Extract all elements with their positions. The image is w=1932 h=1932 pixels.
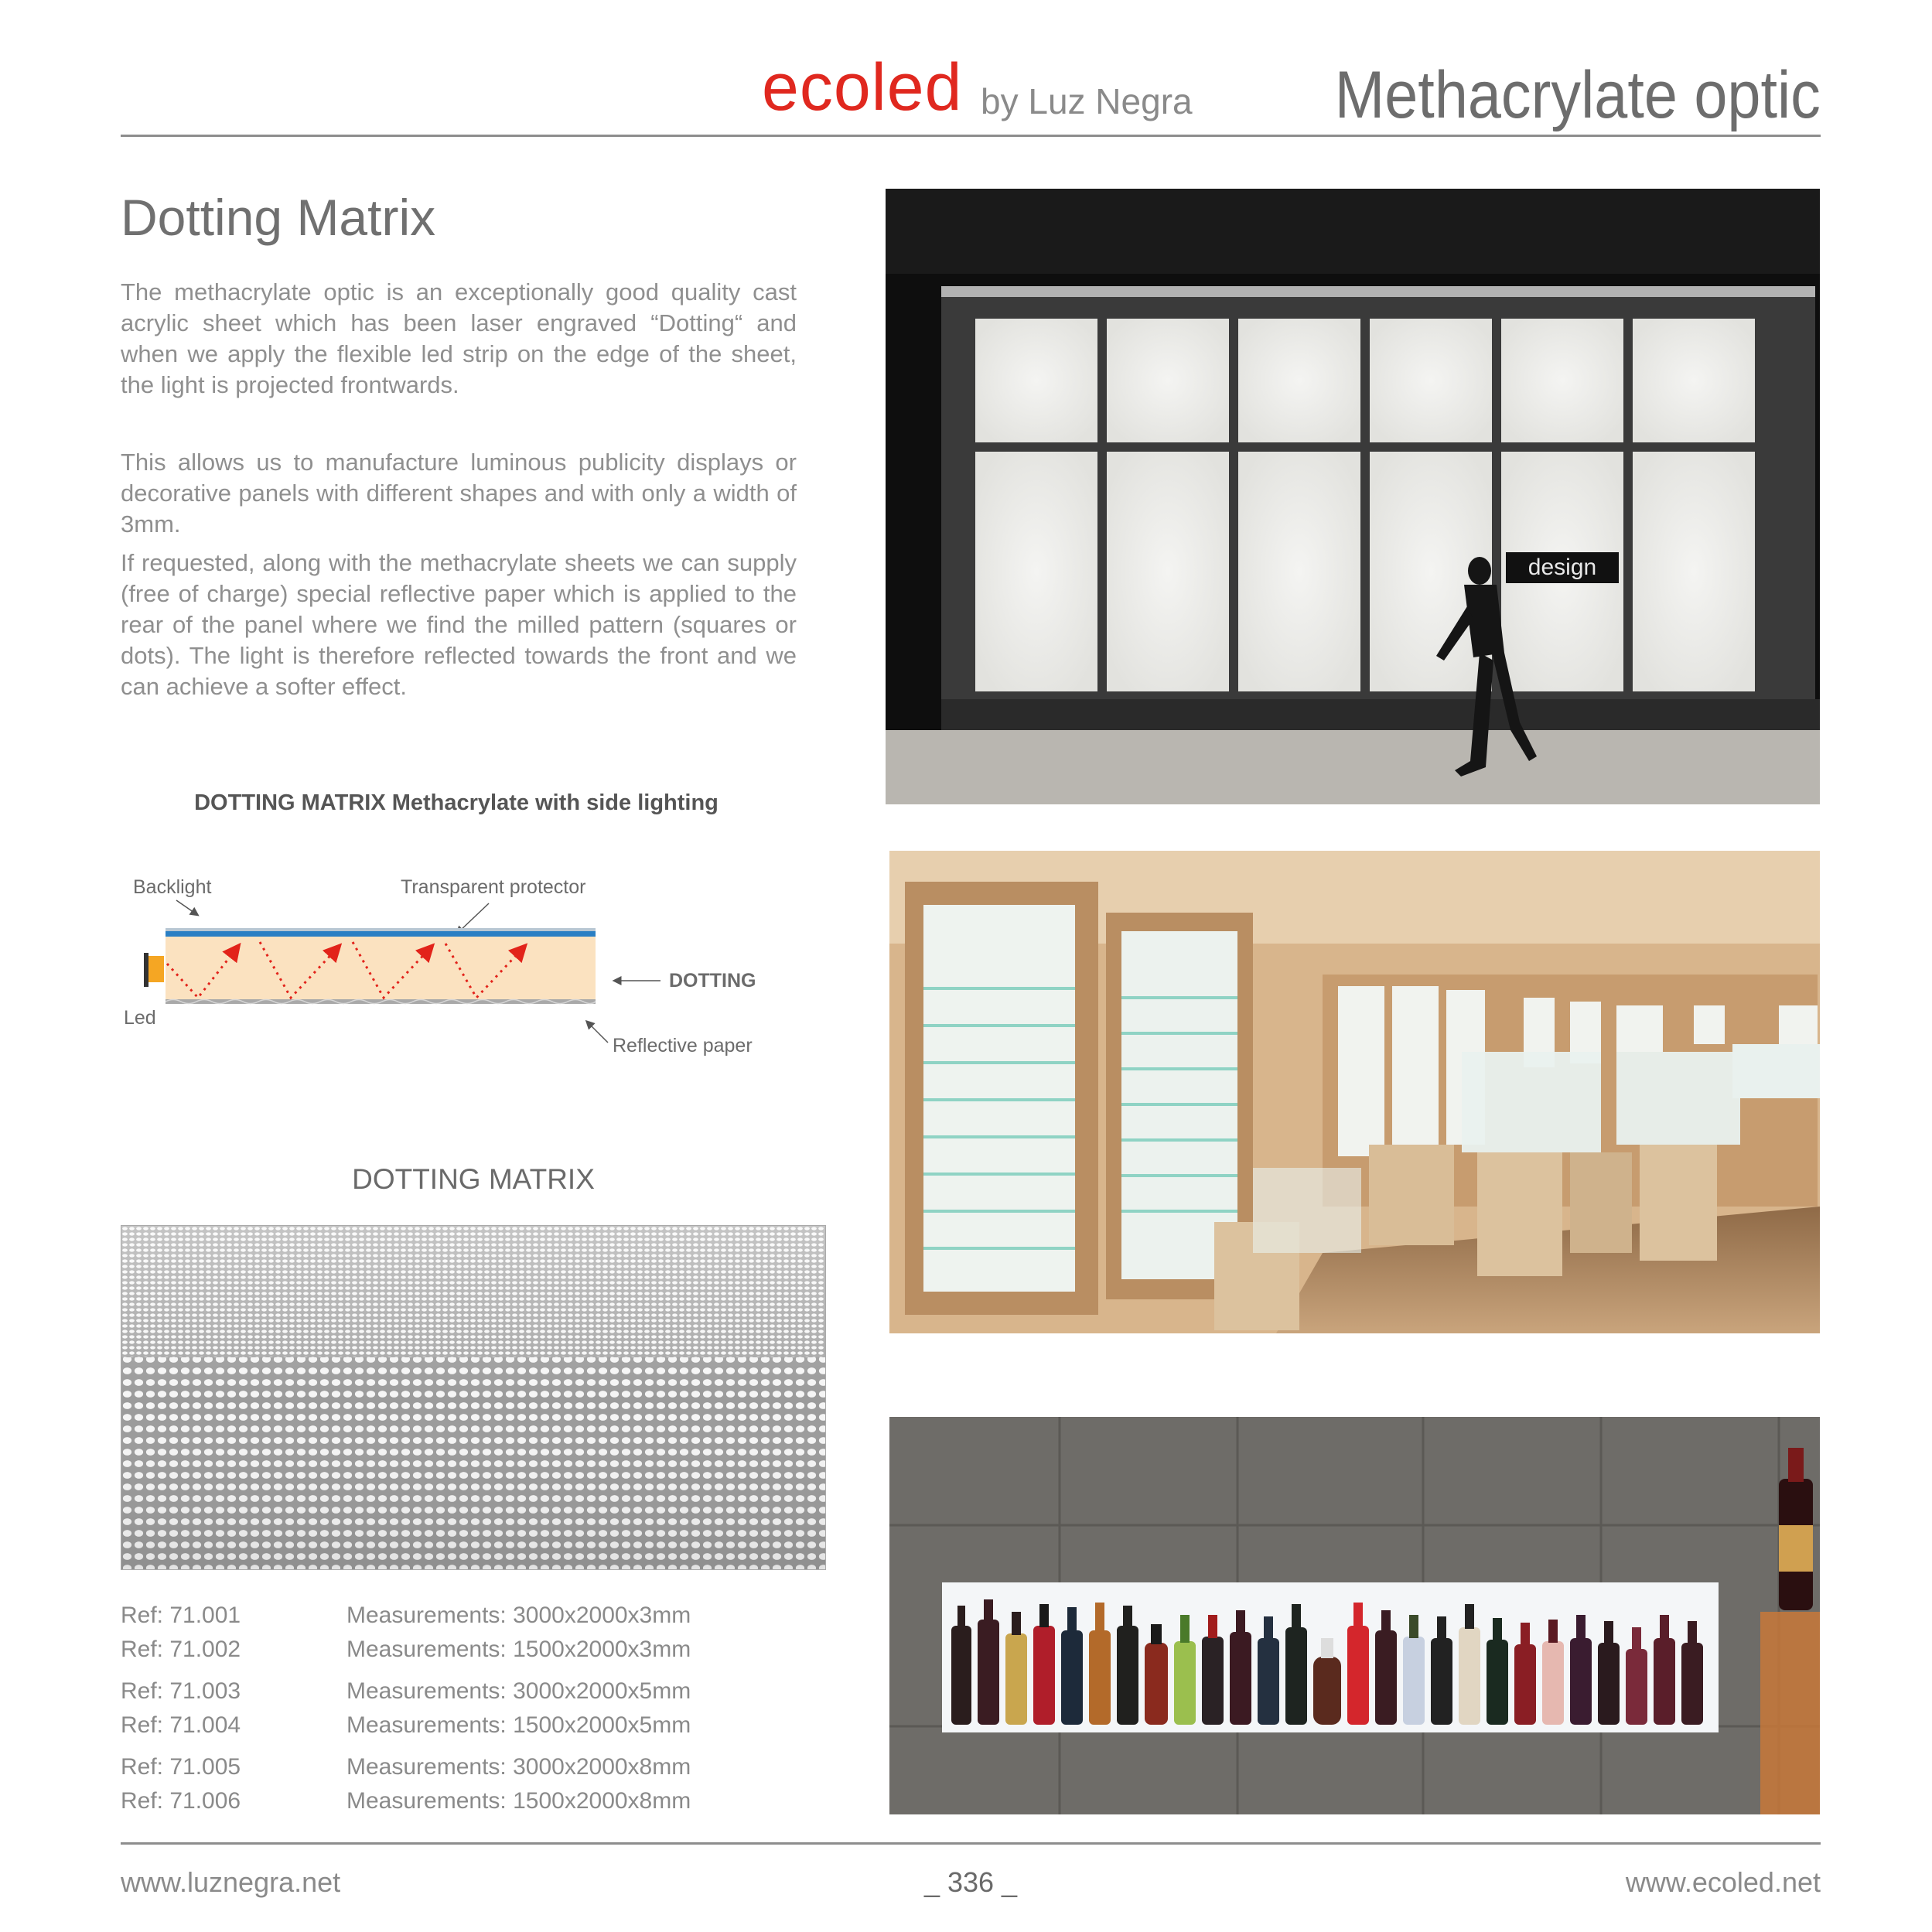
page-title: Methacrylate optic [1334, 58, 1821, 132]
side-lighting-diagram [116, 858, 781, 1075]
ref-measurement: Measurements: 3000x2000x5mm [346, 1678, 691, 1704]
header-divider [121, 135, 1821, 137]
storefront-photo [886, 189, 1820, 804]
transparent-protector-label: Transparent protector [401, 876, 586, 898]
luznegra-link[interactable]: www.luznegra.net [121, 1866, 341, 1898]
dot-pattern [121, 1226, 825, 1569]
brand-suffix: by Luz Negra [981, 81, 1193, 121]
reflective-paper-paragraph: If requested, along with the methacrylate sheets we can supply (free of charge) special reflective paper which is applied to the rear of the panel where we find the milled pattern (squares or dots). The light is therefore reflected towards the front and we can achieve a softer effect. [121, 549, 797, 700]
led-housing [144, 953, 148, 987]
reflective-paper-label: Reflective paper [613, 1035, 753, 1056]
ref-code: Ref: 71.006 [121, 1788, 241, 1814]
ref-measurement: Measurements: 3000x2000x8mm [346, 1754, 691, 1780]
dotting-label: DOTTING [669, 970, 756, 992]
ecoled-link[interactable]: www.ecoled.net [1625, 1866, 1821, 1898]
uses-paragraph: This allows us to manufacture luminous publicity displays or decorative panels with different shapes and with only a width of 3mm. [121, 449, 797, 538]
reflective-pointer [588, 1022, 608, 1043]
intro-paragraph: The methacrylate optic is an exceptionally good quality cast acrylic sheet which has been laser engraved “Dotting“ and when we apply the flexible led strip on the edge of the sheet, the light is projected frontwards. [121, 278, 797, 398]
led-label: Led [124, 1007, 156, 1029]
methacrylate-panel [166, 934, 596, 999]
page-number: _ 336 _ [923, 1866, 1018, 1898]
protector-edge [166, 928, 596, 931]
backlight-pointer [176, 900, 196, 914]
dotting-matrix-texture [121, 1225, 826, 1570]
wine-display-photo [889, 1417, 1820, 1814]
ref-code: Ref: 71.003 [121, 1678, 241, 1704]
ref-code: Ref: 71.002 [121, 1637, 241, 1662]
showroom-photo [889, 851, 1820, 1333]
ref-measurement: Measurements: 1500x2000x5mm [346, 1712, 691, 1738]
ref-measurement: Measurements: 1500x2000x3mm [346, 1637, 691, 1662]
matrix-title: DOTTING MATRIX [352, 1163, 595, 1195]
brand-logo: ecoled [762, 50, 963, 125]
footer-divider [121, 1842, 1821, 1845]
backlight-label: Backlight [133, 876, 212, 898]
led-strip [148, 956, 164, 982]
diagram-title: DOTTING MATRIX Methacrylate with side lighting [194, 790, 719, 815]
ref-code: Ref: 71.001 [121, 1603, 241, 1628]
ref-code: Ref: 71.004 [121, 1712, 241, 1738]
section-title: Dotting Matrix [121, 189, 436, 246]
ref-measurement: Measurements: 1500x2000x8mm [346, 1788, 691, 1814]
ref-code: Ref: 71.005 [121, 1754, 241, 1780]
protector-layer [166, 931, 596, 937]
ref-measurement: Measurements: 3000x2000x3mm [346, 1603, 691, 1628]
design-sign: design [1528, 555, 1597, 580]
